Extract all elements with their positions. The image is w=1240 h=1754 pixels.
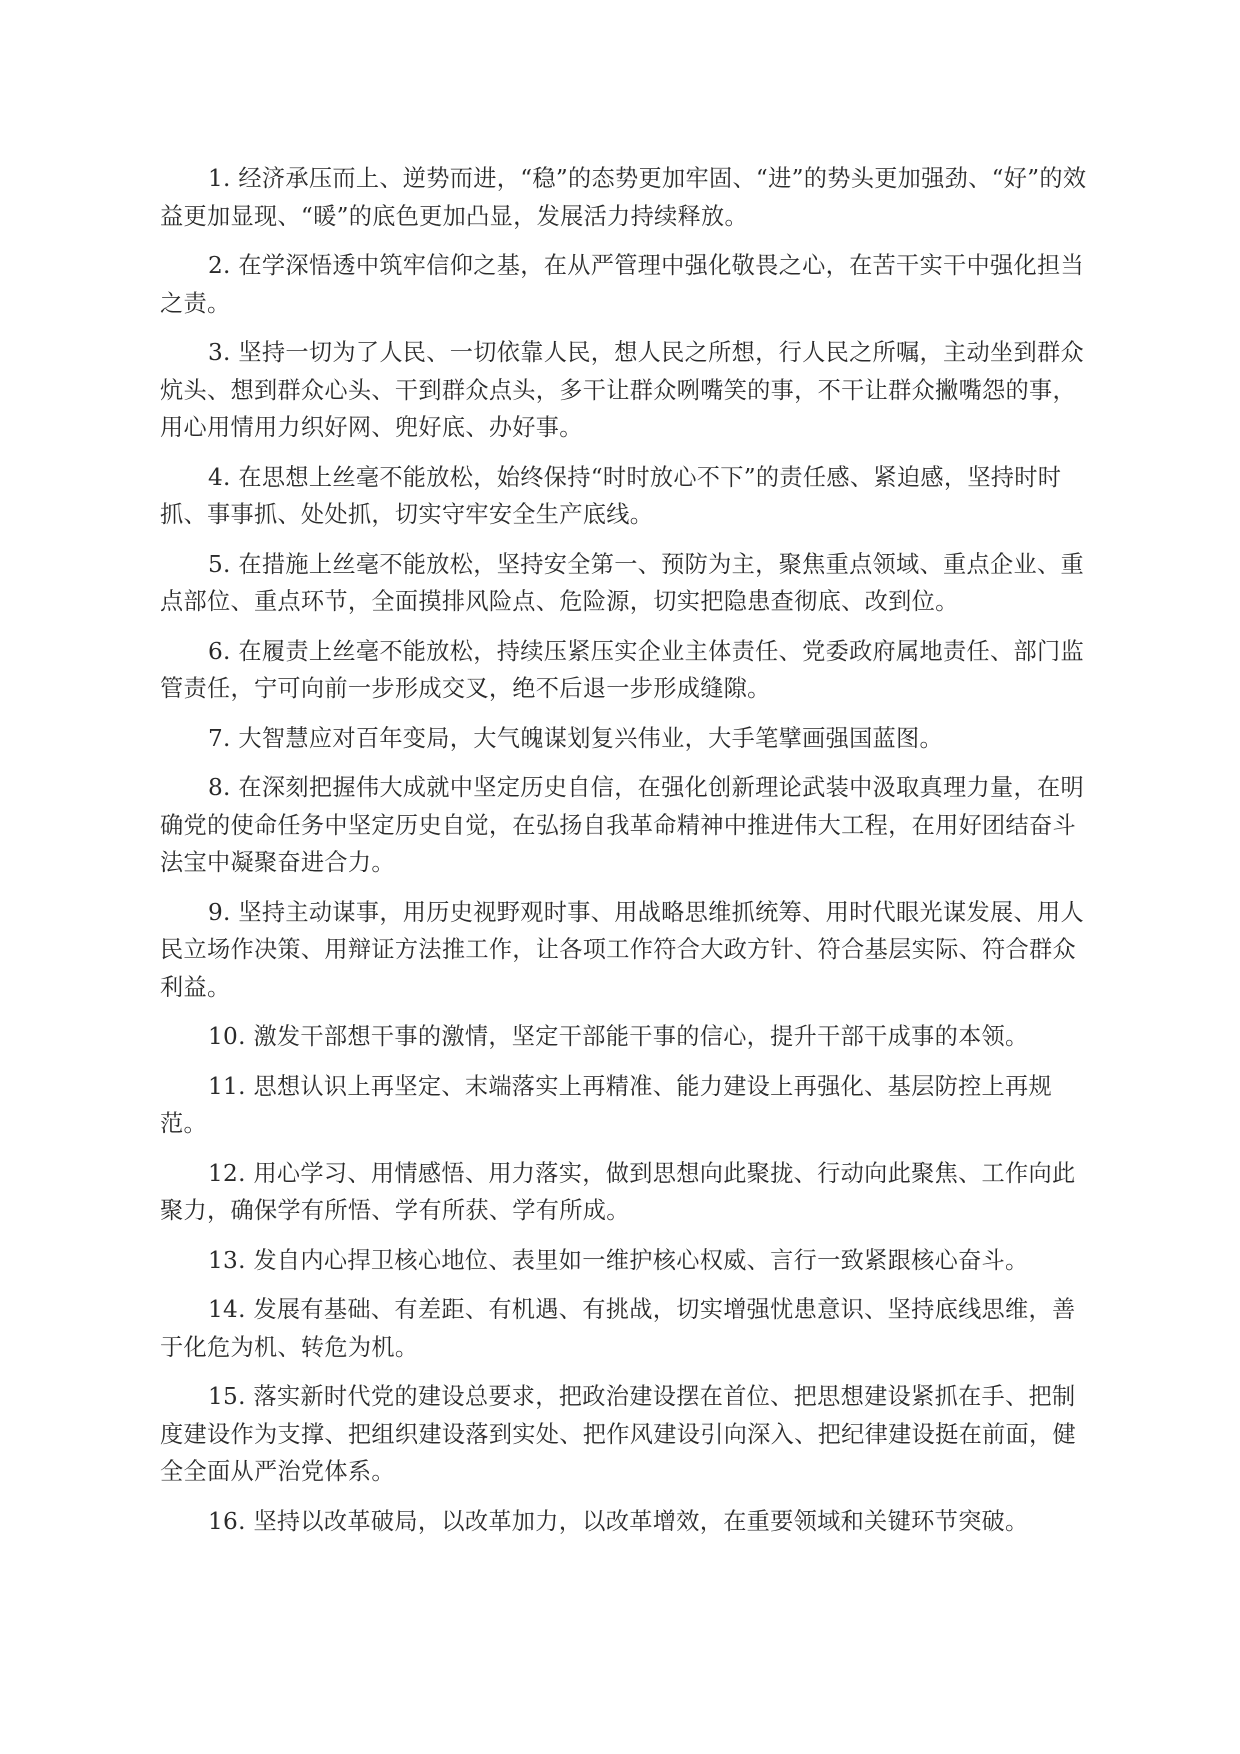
paragraph-1: 1. 经济承压而上、逆势而进，“稳”的态势更加牢固、“进”的势头更加强劲、“好”的效益更加显现、“暖”的底色更加凸显，发展活力持续释放。 [160, 165, 1087, 230]
paragraph-15: 15. 落实新时代党的建设总要求，把政治建设摆在首位、把思想建设紧抓在手、把制度建设作为支撑、把组织建设落到实处、把作风建设引向深入、把纪律建设挺在前面，健全全面从严治党体系。 [160, 1383, 1077, 1485]
document-body [160, 160, 1094, 1552]
paragraph-14: 14. 发展有基础、有差距、有机遇、有挑战，切实增强忧患意识、坚持底线思维，善于化危为机、转危为机。 [160, 1296, 1076, 1361]
paragraph-3: 3. 坚持一切为了人民、一切依靠人民，想人民之所想，行人民之所嘱，主动坐到群众炕头、想到群众心头、干到群众点头，多干让群众咧嘴笑的事，不干让群众撇嘴怨的事，用心用情用力织好网、兜好底、办好事。 [160, 339, 1084, 441]
paragraph-13: 13. 发自内心捍卫核心地位、表里如一维护核心权威、言行一致紧跟核心奋斗。 [208, 1246, 1029, 1274]
paragraph-5: 5. 在措施上丝毫不能放松，坚持安全第一、预防为主，聚焦重点领域、重点企业、重点部位、重点环节，全面摸排风险点、危险源，切实把隐患查彻底、改到位。 [160, 550, 1084, 615]
paragraph-2: 2. 在学深悟透中筑牢信仰之基，在从严管理中强化敬畏之心，在苦干实干中强化担当之责。 [160, 252, 1084, 317]
paragraph-10: 10. 激发干部想干事的激情，坚定干部能干事的信心，提升干部干成事的本领。 [208, 1023, 1029, 1050]
paragraph-7: 7. 大智慧应对百年变局，大气魄谋划复兴伟业，大手笔擘画强国蓝图。 [208, 724, 944, 752]
paragraph-4: 4. 在思想上丝毫不能放松，始终保持“时时放心不下”的责任感、紧迫感，坚持时时抓、事事抓、处处抓，切实守牢安全生产底线。 [160, 463, 1062, 528]
paragraph-16: 16. 坚持以改革破局，以改革加力，以改革增效，在重要领域和关键环节突破。 [208, 1507, 1029, 1535]
paragraph-9: 9. 坚持主动谋事，用历史视野观时事、用战略思维抓统筹、用时代眼光谋发展、用人民立场作决策、用辩证方法推工作，让各项工作符合大政方针、符合基层实际、符合群众利益。 [160, 898, 1084, 1001]
paragraph-8: 8. 在深刻把握伟大成就中坚定历史自信，在强化创新理论武装中汲取真理力量，在明确党的使命任务中坚定历史自觉，在弘扬自我革命精神中推进伟大工程，在用好团结奋斗法宝中凝聚奋进合力。 [160, 774, 1084, 876]
paragraph-6: 6. 在履责上丝毫不能放松，持续压紧压实企业主体责任、党委政府属地责任、部门监管责任，宁可向前一步形成交叉，绝不后退一步形成缝隙。 [160, 637, 1084, 702]
paragraph-11: 11. 思想认识上再坚定、末端落实上再精准、能力建设上再强化、基层防控上再规范。 [160, 1072, 1053, 1137]
paragraph-12: 12. 用心学习、用情感悟、用力落实，做到思想向此聚拢、行动向此聚焦、工作向此聚力，确保学有所悟、学有所获、学有所成。 [160, 1159, 1076, 1224]
